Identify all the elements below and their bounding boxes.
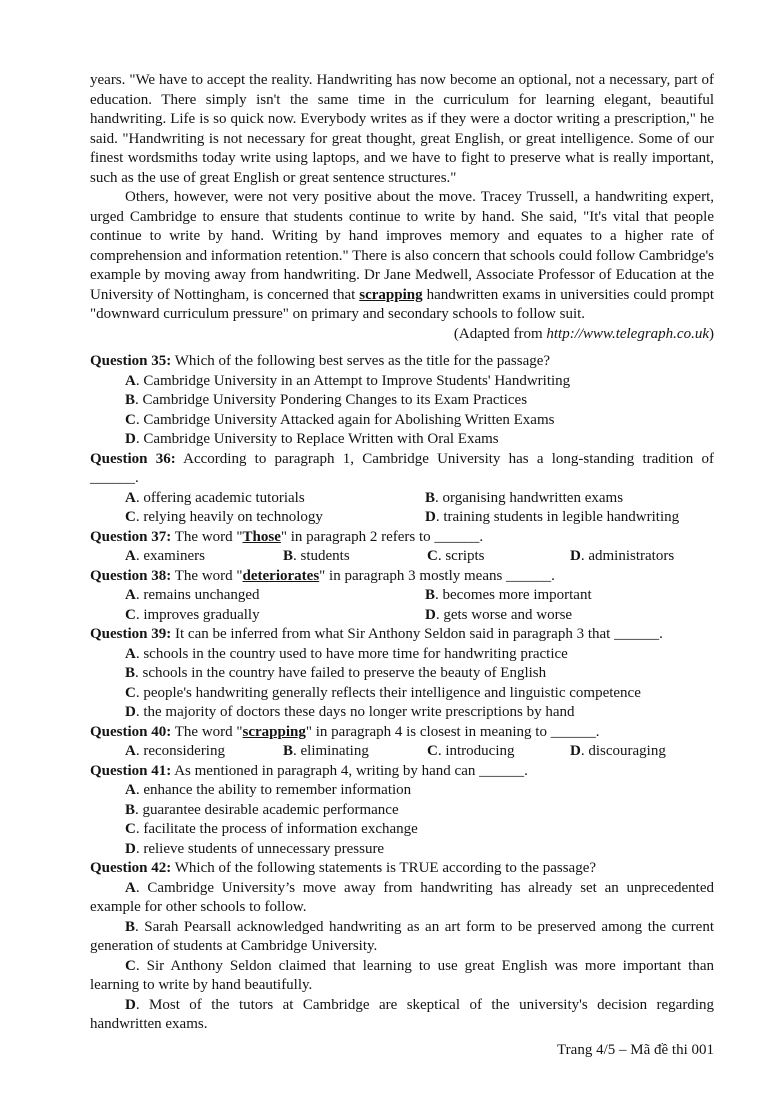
option-d: D. discouraging [570, 743, 666, 759]
option-letter: C [427, 548, 438, 564]
option-letter: A [125, 548, 136, 564]
question-number: Question 42: [90, 860, 172, 876]
question-list [90, 352, 714, 1035]
question-block [90, 723, 714, 762]
question-block [90, 762, 714, 860]
question-number: Question 37: [90, 528, 172, 545]
question-text: Question 35: Which of the following best serves as the title for the passage? [90, 353, 551, 369]
option-letter: A [125, 489, 136, 506]
option-letter: D [425, 606, 436, 623]
option-c: C. improves gradually [125, 606, 260, 623]
option-letter: C [427, 743, 438, 759]
source-attribution [90, 325, 714, 345]
option-letter: D [125, 996, 136, 1013]
key-term: Those [242, 528, 281, 545]
option-letter: B [125, 665, 136, 681]
source-url: http://www.telegraph.co.uk [546, 325, 709, 342]
source-prefix: (Adapted from [453, 325, 547, 342]
question-number: Question 38: [90, 567, 172, 584]
question-block [90, 859, 714, 1035]
option-c: C. people's handwriting generally reflects their intelligence and linguistic competence [125, 684, 641, 701]
question-number: Question 40: [90, 723, 172, 740]
option-letter: A [125, 587, 136, 603]
option-c: C. Sir Anthony Seldon claimed that learning to use great English was more important than learning to write by hand beautifully. [90, 957, 714, 993]
options-group [90, 781, 714, 859]
question-text: Question 40: The word "scrapping" in paragraph 4 is closest in meaning to ______. [90, 723, 600, 740]
option-b: B. Sarah Pearsall acknowledged handwriting as an art form to be preserved among the current generation of students at Cambridge University. [90, 918, 714, 954]
page-footer: Trang 4/5 – Mã đề thi 001 [557, 1041, 714, 1058]
option-letter: C [125, 606, 136, 623]
option-b: B. eliminating [283, 743, 369, 759]
option-d: D. relieve students of unnecessary pressure [125, 840, 385, 857]
question-text: Question 39: It can be inferred from what Sir Anthony Seldon said in paragraph 3 that ______. [90, 626, 663, 642]
question-text: Question 37: The word "Those" in paragraph 2 refers to ______. [90, 528, 484, 545]
question-text: Question 41: As mentioned in paragraph 4, writing by hand can ______. [90, 762, 528, 779]
option-letter: C [125, 957, 136, 974]
source-suffix: ) [709, 325, 714, 342]
option-b: B. students [283, 548, 350, 564]
option-d: D. Cambridge University to Replace Written with Oral Exams [125, 431, 499, 447]
option-letter: B [125, 392, 136, 408]
answer-blank: ______. [90, 470, 139, 486]
option-d: D. gets worse and worse [425, 606, 573, 623]
option-letter: D [570, 743, 581, 759]
option-c: C. introducing [427, 743, 515, 759]
question-block [90, 625, 714, 723]
option-a: A. examiners [125, 548, 205, 564]
option-a: A. offering academic tutorials [125, 489, 305, 506]
reading-passage [90, 71, 714, 325]
option-letter: C [125, 411, 136, 428]
option-letter: C [125, 684, 136, 701]
option-c: C. relying heavily on technology [125, 509, 323, 525]
option-d: D. administrators [570, 548, 675, 564]
option-letter: A [125, 879, 136, 896]
option-b: B. schools in the country have failed to preserve the beauty of English [125, 665, 547, 681]
key-term: scrapping [242, 723, 306, 740]
option-letter: C [125, 821, 136, 837]
option-a: A. Cambridge University’s move away from handwriting has already set an unprecedented example for other schools to follow. [90, 879, 714, 915]
option-d: D. Most of the tutors at Cambridge are skeptical of the university's decision regarding handwritten exams. [90, 996, 714, 1032]
option-letter: D [125, 704, 136, 720]
passage-paragraph: years. "We have to accept the reality. Handwriting has now become an optional, not a necessary, part of education. There simply isn't the same time in the curriculum for learning elegant, beautiful handwriting. Life is so quick now. Everybody writes as if they were a doctor writing a prescription," he said. "Handwriting is not necessary for great thought, great English, or great intelligence. Some of our finest wordsmiths today write using laptops, and we have to fight to preserve what is really important, such as the use of great English or great sentence structures." [90, 72, 714, 186]
question-text: Question 38: The word "deteriorates" in paragraph 3 mostly means ______. [90, 567, 555, 584]
question-text: Question 36: According to paragraph 1, Cambridge University has a long-standing tradition of [90, 450, 714, 467]
question-number: Question 41: [90, 762, 172, 779]
key-term: deteriorates [242, 567, 320, 584]
option-letter: A [125, 645, 136, 662]
question-block [90, 352, 714, 450]
options-group [90, 489, 714, 528]
option-letter: B [283, 743, 294, 759]
question-number: Question 39: [90, 626, 172, 642]
question-number: Question 36: [90, 450, 176, 467]
option-letter: B [125, 918, 136, 935]
option-a: A. remains unchanged [125, 587, 260, 603]
option-letter: B [425, 489, 436, 506]
option-letter: C [125, 509, 136, 525]
option-letter: B [125, 801, 136, 818]
options-group [90, 372, 714, 450]
option-d: D. training students in legible handwriting [425, 509, 680, 525]
option-a: A. reconsidering [125, 743, 225, 759]
option-d: D. the majority of doctors these days no longer write prescriptions by hand [125, 704, 575, 720]
option-letter: B [425, 587, 436, 603]
option-b: B. organising handwritten exams [425, 489, 624, 506]
option-letter: D [570, 548, 581, 564]
option-a: A. Cambridge University in an Attempt to Improve Students' Handwriting [125, 372, 571, 389]
passage-paragraph: Others, however, were not very positive about the move. Tracey Trussell, a handwriting expert, urged Cambridge to ensure that students continue to write by hand. She said, "It's vital that people continue to write by hand. Writing by hand improves memory and equates to a higher rate of comprehension and information retention." There is also concern that schools could follow Cambridge's example by moving away from handwriting. Dr Jane Medwell, Associate Professor of Education at the University of Nottingham, is concerned that scrapping handwritten exams in universities could prompt "downward curriculum pressure" on primary and secondary schools to follow suit. [90, 189, 714, 322]
option-a: A. schools in the country used to have more time for handwriting practice [125, 645, 568, 662]
question-block [90, 528, 714, 567]
key-term: scrapping [359, 286, 423, 303]
option-letter: D [125, 431, 136, 447]
options-group [90, 742, 714, 762]
option-b: B. guarantee desirable academic performance [125, 801, 399, 818]
options-group [90, 645, 714, 723]
option-letter: A [125, 743, 136, 759]
option-letter: D [425, 509, 436, 525]
options-group [90, 586, 714, 625]
options-group [90, 547, 714, 567]
option-b: B. Cambridge University Pondering Changes to its Exam Practices [125, 392, 528, 408]
option-letter: B [283, 548, 294, 564]
question-text: Question 42: Which of the following statements is TRUE according to the passage? [90, 860, 597, 876]
option-c: C. Cambridge University Attacked again for Abolishing Written Exams [125, 411, 555, 428]
option-letter: A [125, 372, 136, 389]
option-c: C. scripts [427, 548, 485, 564]
option-a: A. enhance the ability to remember information [125, 782, 412, 798]
option-letter: D [125, 840, 136, 857]
question-block [90, 450, 714, 528]
option-letter: A [125, 782, 136, 798]
question-block [90, 567, 714, 626]
question-number: Question 35: [90, 353, 172, 369]
option-b: B. becomes more important [425, 587, 592, 603]
option-c: C. facilitate the process of information exchange [125, 821, 418, 837]
